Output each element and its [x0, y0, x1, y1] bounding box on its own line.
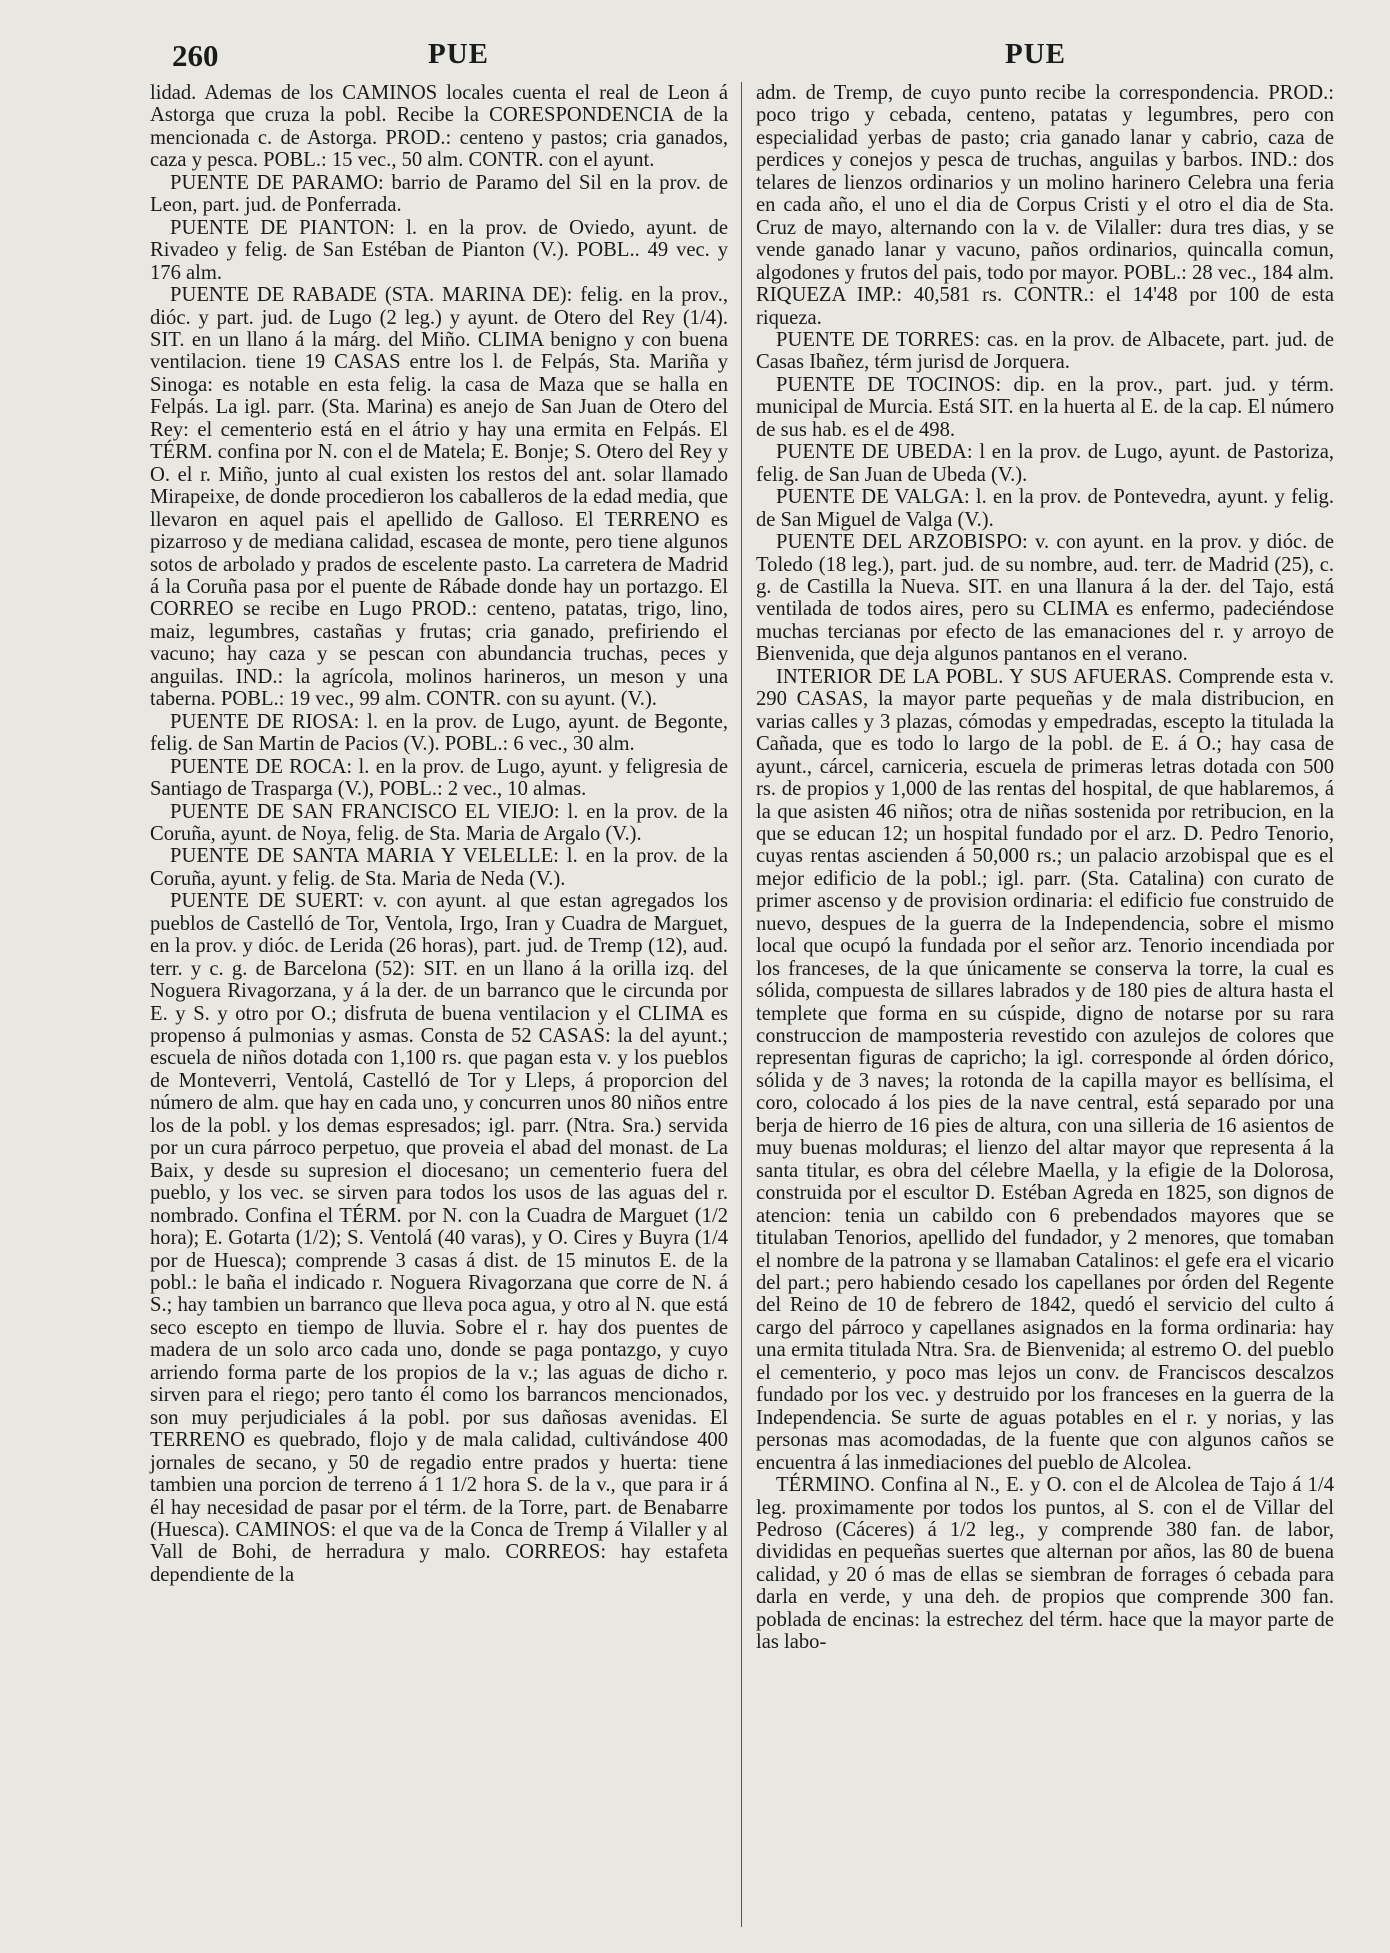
entry-puente-de-paramo: PUENTE DE PARAMO: barrio de Paramo del Sil en la prov. de Leon, part. jud. de Ponferrada.	[150, 171, 728, 217]
column-divider	[741, 82, 742, 1927]
section-termino: TÉRMINO. Confina al N., E. y O. con el de Alcolea de Tajo á 1/4 leg. proximamente por todos los puntos, al S. con el de Villar del Pedroso (Cáceres) á 1/2 leg., y comprende 380 fan. de labor, divididas en pequeñas suertes que alternan por años, las 80 de buena calidad, y 20 ó mas de ellas se siembran de forrages ó cebada para darla en verde, y una deh. de propios que comprende 300 fan. poblada de encinas: la estrechez del térm. hace que la mayor parte de las labo-	[756, 1474, 1334, 1654]
entry-puente-de-tocinos: PUENTE DE TOCINOS: dip. en la prov., part. jud. y térm. municipal de Murcia. Está SIT. en la huerta al E. de la cap. El número de sus hab. es el de 498.	[756, 373, 1334, 441]
section-interior-de-la-pobl: INTERIOR DE LA POBL. Y SUS AFUERAS. Comprende esta v. 290 CASAS, la mayor parte pequeñas y de mala distribucion, en varias calles y 3 plazas, cómodas y empedradas, escepto la titulada la Cañada, que es todo lo largo de la pobl. de E. á O.; hay casa de ayunt., cárcel, carniceria, escuela de primeras letras dotada con 500 rs. de propios y 1,000 de las rentas del hospital, de que hablaremos, á la que asisten 46 niños; otra de niñas sostenida por retribucion, en la que se educan 12; un hospital fundado por el arz. D. Pedro Tenorio, cuyas rentas ascienden á 50,000 rs.; un palacio arzobispal que es el mejor edificio de la pobl.; igl. parr. (Sta. Catalina) con curato de primer ascenso y de provision ordinaria: el edificio fue construido de nuevo, despues de la guerra de la Independencia, sobre el mismo local que ocupó la fundada por el señor arz. Tenorio incendiada por los franceses, de la que únicamente se conserva la torre, la cual es sólida, compuesta de sillares labrados y de 180 pies de altura hasta el templete que forma en su cúspide, digno de notarse por su rara construccion de mamposteria revestido con azulejos de colores que representan figuras de capricho; la igl. corresponde al órden dórico, sólida y de 3 naves; la rotonda de la capilla mayor es bellísima, el coro, colocado á los pies de la nave central, está separado por una berja de hierro de 16 pies de altura, con una silleria de 16 asientos de muy buenas molduras; el lienzo del altar mayor que representa á la santa titular, es obra del célebre Maella, y la efigie de la Dolorosa, construida por el escultor D. Estéban Agreda en 1825, son dignos de atencion: tenia un cabildo con 6 prebendados mayores que se titulaban Tenorios, apellido del fundador, y 2 menores, que tomaban el nombre de la patrona y se llamaban Catalinos: el gefe era el vicario del part.; pero habiendo cesado los capellanes por órden del Regente del Reino de 10 de febrero de 1842, quedó el servicio del culto á cargo del párroco y capellanes asignados en la forma ordinaria: hay una ermita titulada Ntra. Sra. de Bienvenida; al estremo O. del pueblo el cementerio, y poco mas lejos un conv. de Franciscos descalzos fundado por los vec. y destruido por los franceses en la guerra de la Independencia. Se surte de aguas potables en el r. y norias, y las personas mas acomodadas, de la fuente que con algunos caños se encuentra á las inmediaciones del pueblo de Alcolea.	[756, 665, 1334, 1474]
entry-puente-de-santa-maria: PUENTE DE SANTA MARIA Y VELELLE: l. en la prov. de la Coruña, ayunt. y felig. de Sta. Maria de Neda (V.).	[150, 845, 728, 890]
left-column	[150, 82, 728, 1586]
entry-puente-de-roca: PUENTE DE ROCA: l. en la prov. de Lugo, ayunt. y feligresia de Santiago de Trasparga (V.), POBL.: 2 vec., 10 almas.	[150, 755, 728, 801]
entry-puente-de-rabade: PUENTE DE RABADE (STA. MARINA DE): felig. en la prov., dióc. y part. jud. de Lugo (2 leg.) y ayunt. de Otero del Rey (1/4). SIT. en un llano á la márg. del Miño. CLIMA benigno y con buena ventilacion. tiene 19 CASAS entre los l. de Felpás, Sta. Mariña y Sinoga: es notable en esta felig. la casa de Maza que se halla en Felpás. La igl. parr. (Sta. Marina) es anejo de San Juan de Otero del Rey: el cementerio está en el átrio y hay una ermita en Felpás. El TÉRM. confina por N. con el de Matela; E. Bonje; S. Otero del Rey y O. el r. Miño, junto al cual existen los restos del ant. solar llamado Mirapeixe, de donde procedieron los caballeros de la edad media, que llevaron en aquel pais el apellido de Galloso. El TERRENO es pizarroso y de mediana calidad, escasea de monte, pero tiene algunos sotos de arbolado y prados de escelente pasto. La carretera de Madrid á la Coruña pasa por el puente de Rábade donde hay un portazgo. El CORREO se recibe en Lugo PROD.: centeno, patatas, trigo, lino, maiz, legumbres, castañas y frutas; cria ganado, prefiriendo el vacuno; hay caza y se pescan con abundancia truchas, peces y anguilas. IND.: la agrícola, molinos harineros, un meson y una taberna. POBL.: 19 vec., 99 alm. CONTR. con su ayunt. (V.).	[150, 284, 728, 711]
continued-entry-paragraph: lidad. Ademas de los CAMINOS locales cuenta el real de Leon á Astorga que cruza la pobl. Recibe la CORESPONDENCIA de la mencionada c. de Astorga. PROD.: centeno y pastos; cria ganados, caza y pesca. POBL.: 15 vec., 50 alm. CONTR. con el ayunt.	[150, 82, 728, 172]
entry-puente-de-valga: PUENTE DE VALGA: l. en la prov. de Pontevedra, ayunt. y felig. de San Miguel de Valga (V.).	[756, 486, 1334, 531]
continued-entry-paragraph: adm. de Tremp, de cuyo punto recibe la correspondencia. PROD.: poco trigo y cebada, centeno, patatas y legumbres, pero con especialidad yerbas de pasto; cria ganado lanar y cabrio, caza de perdices y conejos y pesca de truchas, anguilas y barbos. IND.: dos telares de lienzos ordinarios y un molino harinero Celebra una feria en cada año, el uno el dia de Corpus Cristi y el otro el dia de Sta. Cruz de mayo, alternando con la v. de Vilaller: dura tres dias, y se vende ganado lanar y vacuno, paños ordinarios, quincalla comun, algodones y frutos del pais, todo por mayor. POBL.: 28 vec., 184 alm. RIQUEZA IMP.: 40,581 rs. CONTR.: el 14'48 por 100 de esta riqueza.	[756, 82, 1334, 329]
entry-puente-de-suert: PUENTE DE SUERT: v. con ayunt. al que estan agregados los pueblos de Castelló de Tor, Ventola, Irgo, Iran y Cuadra de Marguet, en la prov. y dióc. de Lerida (26 horas), part. jud. de Tremp (12), aud. terr. y c. g. de Barcelona (52): SIT. en un llano á la orilla izq. del Noguera Rivagorzana, y á la der. de un barranco que le circunda por E. y S. y otro por O.; disfruta de buena ventilacion y el CLIMA es propenso á pulmonias y asmas. Consta de 52 CASAS: la del ayunt.; escuela de niños dotada con 1,100 rs. que pagan esta v. y los pueblos de Monteverri, Ventolá, Castelló de Tor y Lleps, á proporcion del número de alm. que hay en cada uno, y concurren unos 80 niños entre los de la pobl. y los demas espresados; igl. parr. (Ntra. Sra.) servida por un cura párroco perpetuo, que proveia el abad del monast. de La Baix, y desde su supresion el diocesano; un cementerio fuera del pueblo, y los vec. se sirven para todos los usos de las aguas del r. nombrado. Confina el TÉRM. por N. con la Cuadra de Marguet (1/2 hora); E. Gotarta (1/2); S. Ventolá (40 varas), y O. Cires y Buyra (1/4 por de Huesca); comprende 3 casas á dist. de 15 minutos E. de la pobl.: le baña el indicado r. Noguera Rivagorzana que corre de N. á S.; hay tambien un barranco que lleva poca agua, y otro al N. que está seco escepto en tiempo de lluvia. Sobre el r. hay dos puentes de madera de un solo arco cada uno, donde se paga pontazgo, y cuyo arriendo forma parte de los propios de la v.; las aguas de dicho r. sirven para el riego; pero tanto él como los barrancos mencionados, son muy perjudiciales á la pobl. por sus dañosas avenidas. El TERRENO es quebrado, flojo y de mala calidad, cultivándose 400 jornales de secano, y 50 de regadio entre prados y huerta: tiene tambien una porcion de terreno á 1 1/2 hora S. de la v., que para ir á él hay necesidad de pasar por el térm. de la Torre, part. de Benabarre (Huesca). CAMINOS: el que va de la Conca de Tremp á Vilaller y al Vall de Bohi, de herradura y malo. CORREOS: hay estafeta dependiente de la	[150, 890, 728, 1586]
entry-puente-de-torres: PUENTE DE TORRES: cas. en la prov. de Albacete, part. jud. de Casas Ibañez, térm jurisd de Jorquera.	[756, 328, 1334, 374]
page-number: 260	[172, 38, 219, 73]
entry-puente-de-ubeda: PUENTE DE UBEDA: l en la prov. de Lugo, ayunt. de Pastoriza, felig. de San Juan de Ubeda (V.).	[756, 441, 1334, 486]
entry-puente-de-riosa: PUENTE DE RIOSA: l. en la prov. de Lugo, ayunt. de Begonte, felig. de San Martin de Pacios (V.). POBL.: 6 vec., 30 alm.	[150, 710, 728, 756]
running-head-left: PUE	[428, 38, 489, 70]
entry-puente-de-pianton: PUENTE DE PIANTON: l. en la prov. de Oviedo, ayunt. de Rivadeo y felig. de San Estéban de Pianton (V.). POBL.. 49 vec. y 176 alm.	[150, 216, 728, 284]
running-head-right: PUE	[1005, 38, 1066, 70]
entry-puente-de-san-francisco: PUENTE DE SAN FRANCISCO EL VIEJO: l. en la prov. de la Coruña, ayunt. de Noya, felig. de Sta. Maria de Argalo (V.).	[150, 800, 728, 845]
running-head	[0, 38, 1390, 78]
right-column	[756, 82, 1334, 1654]
entry-puente-del-arzobispo: PUENTE DEL ARZOBISPO: v. con ayunt. en la prov. y dióc. de Toledo (18 leg.), part. jud. de su nombre, aud. terr. de Madrid (25), c. g. de Castilla la Nueva. SIT. en una llanura á la der. del Tajo, está ventilada de todos aires, pero su CLIMA es enfermo, padeciéndose muchas tercianas por efecto de las emanaciones del r. y arroyo de Bienvenida, que deja algunos pantanos en el verano.	[756, 531, 1334, 666]
